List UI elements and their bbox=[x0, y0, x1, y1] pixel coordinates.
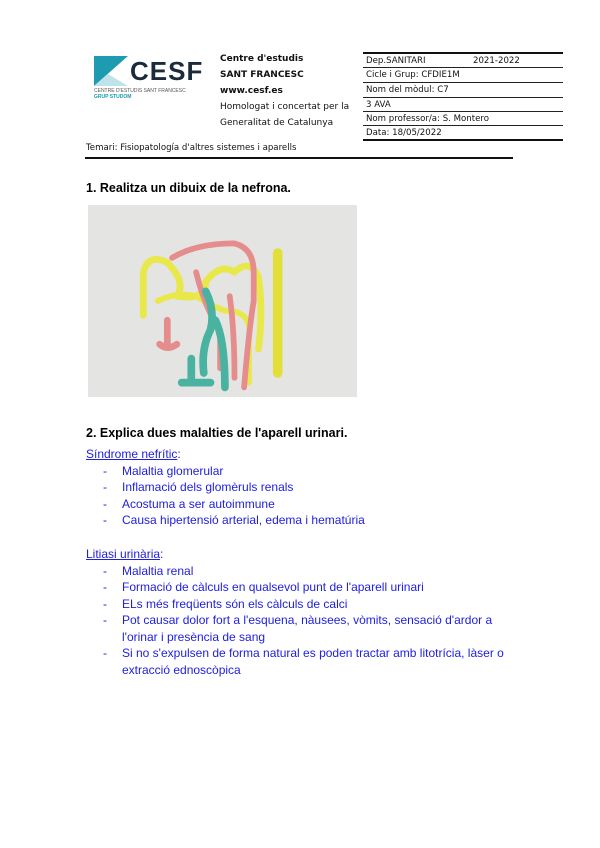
school-name-1: Centre d'estudis bbox=[220, 54, 304, 64]
nephron-drawing bbox=[88, 205, 357, 397]
section-title: Síndrome nefrític bbox=[86, 447, 178, 461]
item-text: Formació de càlculs en qualsevol punt de l'aparell urinari bbox=[122, 580, 424, 594]
school-name-2: SANT FRANCESC bbox=[220, 70, 304, 80]
section-title: Litiasi urinària bbox=[86, 547, 161, 561]
list-item bbox=[86, 479, 516, 496]
item-text: Malaltia renal bbox=[122, 563, 194, 578]
bullet: - bbox=[103, 496, 107, 511]
list-item bbox=[86, 579, 516, 596]
school-note-2: Generalitat de Catalunya bbox=[220, 118, 334, 128]
item-text: ELs més freqüents són els càlculs de calci bbox=[122, 596, 348, 611]
item-text: Pot causar dolor fort a l'esquena, nàusees, vòmits, sensació d'ardor a l'orinar i presència de sang bbox=[122, 613, 493, 644]
school-website: www.cesf.es bbox=[220, 86, 283, 96]
item-text: Causa hipertensió arterial, edema i hematúria bbox=[122, 513, 365, 527]
table-row-cicle: Cicle i Grup: CFDIE1M bbox=[363, 67, 563, 81]
year: 2021-2022 bbox=[473, 56, 520, 66]
bullet: - bbox=[103, 463, 107, 478]
item-text: Malaltia glomerular bbox=[122, 463, 224, 478]
item-text: Inflamació dels glomèruls renals bbox=[122, 480, 294, 494]
list-item bbox=[86, 645, 516, 678]
temari: Temari: Fisiopatología d'altres sistemes i aparells bbox=[86, 143, 297, 153]
table-row-modul: Nom del mòdul: C7 bbox=[363, 82, 563, 96]
table-row-date: Data: 18/05/2022 bbox=[363, 125, 563, 141]
dep: Dep.SANITARI bbox=[366, 56, 426, 66]
section-litiasi-urinaria: Litiasi urinària: - Malaltia renal - Formació de càlculs en qualsevol punt de l'aparell urinari - ELs més freqüents són els càlculs de calci - Pot causar dolor fort a l'esquena, nàusees, vòmits, sensació d'ardor a l'orinar i presència de sang - Si no s'expulsen de forma natural es poden tractar amb litotrícia, làser o extracció ednoscòpica bbox=[86, 546, 516, 678]
question-2-title: 2. Explica dues malalties de l'aparell urinari. bbox=[86, 426, 348, 440]
list-item bbox=[86, 463, 516, 480]
school-note-1: Homologat i concertat per la bbox=[220, 102, 350, 112]
list-item bbox=[86, 563, 516, 580]
item-text: Si no s'expulsen de forma natural es poden tractar amb litotrícia, làser o extracció ednoscòpica bbox=[122, 646, 504, 677]
table-row-professor: Nom professor/a: S. Montero bbox=[363, 111, 563, 125]
bullet: - bbox=[103, 580, 107, 594]
bullet: - bbox=[103, 613, 107, 627]
bullet: - bbox=[103, 596, 107, 611]
list-item bbox=[86, 596, 516, 613]
list-item bbox=[86, 512, 516, 529]
cesf-logo: CESF CENTRE D'ESTUDIS SANT FRANCESC GRUP STUDOM bbox=[94, 56, 204, 100]
table-row-dep bbox=[363, 52, 563, 66]
question-1-title: 1. Realitza un dibuix de la nefrona. bbox=[86, 181, 291, 195]
bullet: - bbox=[103, 480, 107, 494]
table-row-group: 3 AVA bbox=[363, 97, 563, 111]
logo-mark-icon bbox=[94, 56, 128, 86]
school-info bbox=[220, 51, 349, 131]
list-item bbox=[86, 612, 516, 645]
list-item bbox=[86, 496, 516, 513]
bullet: - bbox=[103, 513, 107, 527]
divider bbox=[85, 157, 513, 159]
item-text: Acostuma a ser autoimmune bbox=[122, 496, 275, 511]
bullet: - bbox=[103, 563, 107, 578]
section-sindrome-nefritic: Síndrome nefrític: - Malaltia glomerular - Inflamació dels glomèruls renals - Acostuma a ser autoimmune - Causa hipertensió arterial, edema i hematúria bbox=[86, 446, 516, 529]
bullet: - bbox=[103, 646, 107, 660]
